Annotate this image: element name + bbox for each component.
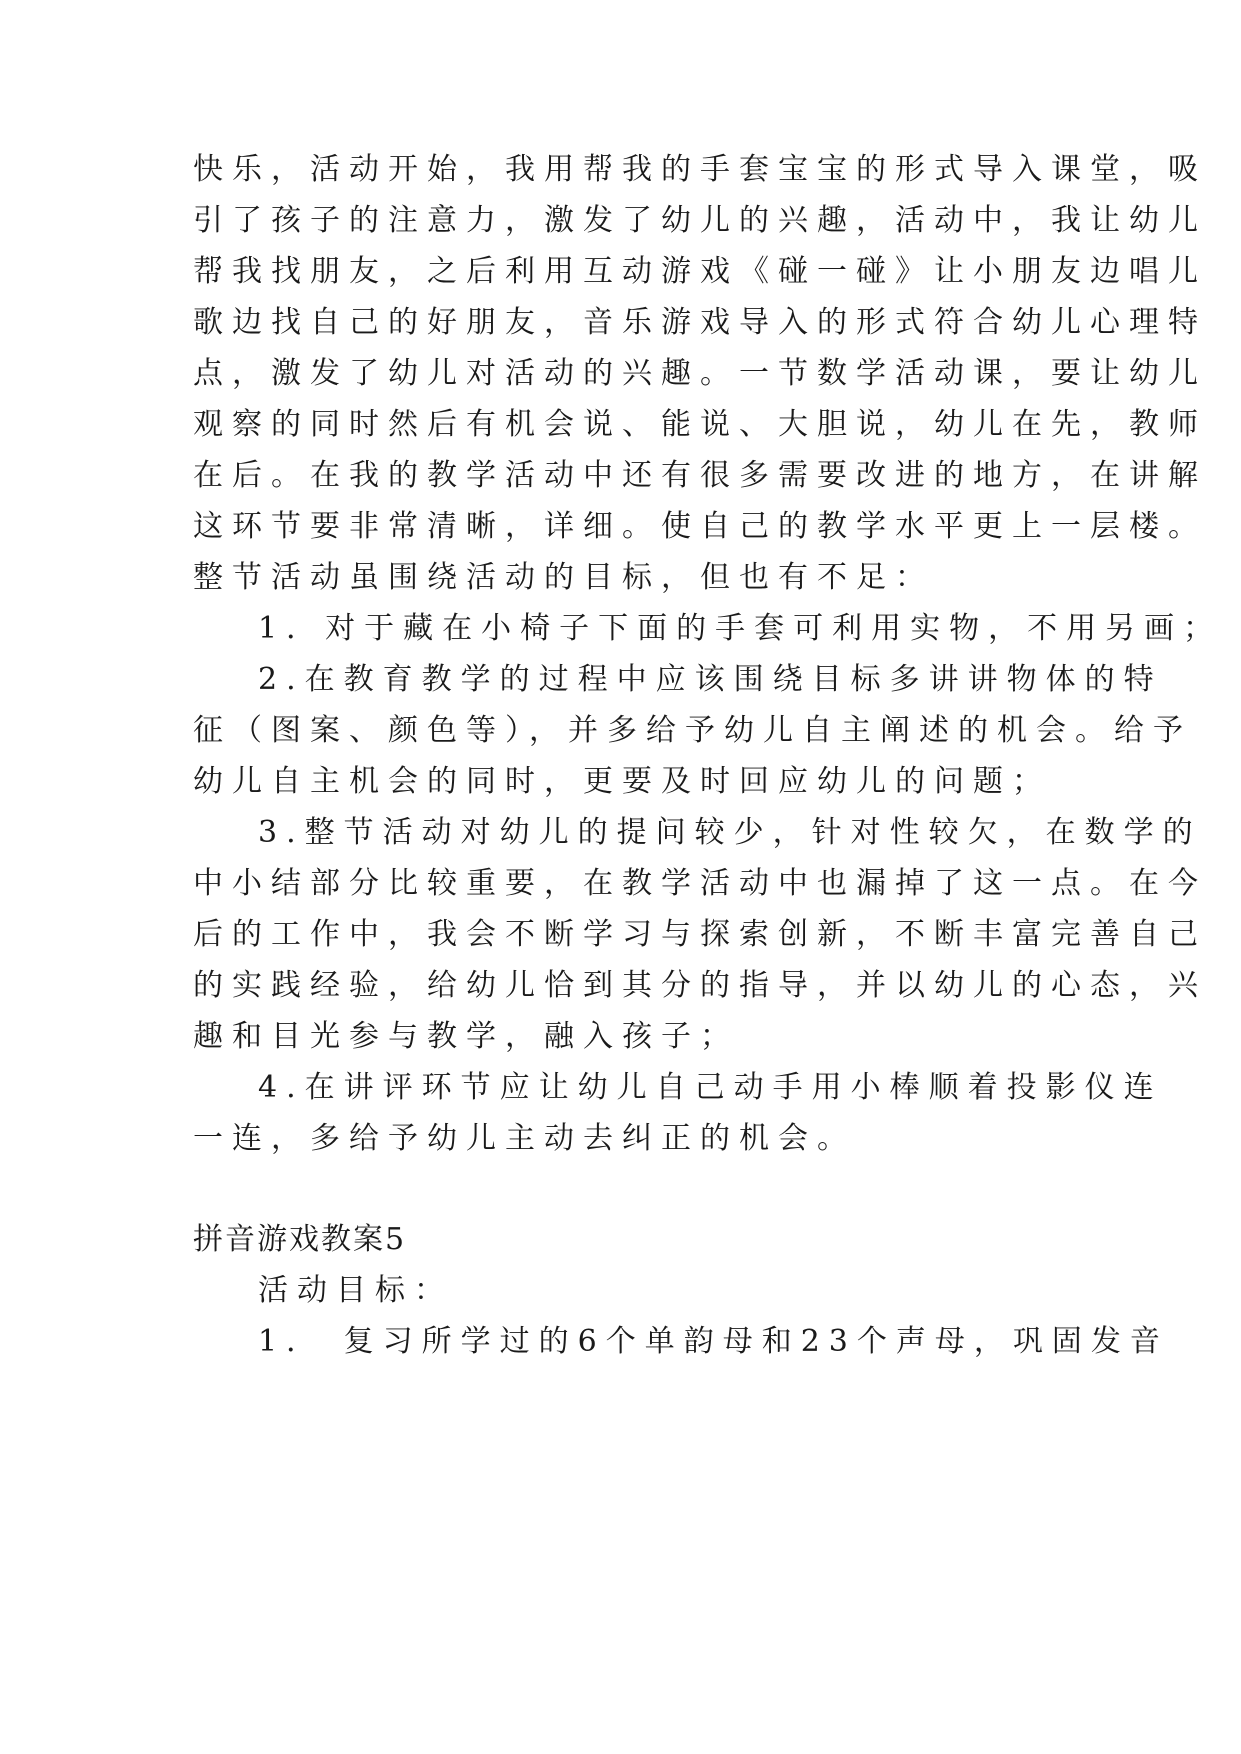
paragraph-line: 帮我找朋友，之后利用互动游戏《碰一碰》让小朋友边唱儿 [193,254,1207,289]
paragraph-line: 歌边找自己的好朋友，音乐游戏导入的形式符合幼儿心理特 [193,305,1207,340]
paragraph-line: 快乐，活动开始，我用帮我的手套宝宝的形式导入课堂，吸 [193,152,1207,187]
paragraph-line: 引了孩子的注意力，激发了幼儿的兴趣，活动中，我让幼儿 [193,203,1207,238]
paragraph-line: 征（图案、颜色等），并多给予幼儿自主阐述的机会。给予 [193,713,1192,748]
paragraph-line: 整节活动虽围绕活动的目标，但也有不足： [193,560,934,595]
paragraph-line: 点，激发了幼儿对活动的兴趣。一节数学活动课，要让幼儿 [193,356,1207,391]
paragraph-line: 趣和目光参与教学，融入孩子； [193,1019,739,1054]
objectives-label: 活动目标： [258,1273,453,1308]
paragraph-line: 在后。在我的教学活动中还有很多需要改进的地方，在讲解 [193,458,1207,493]
section-title: 拼音游戏教案5 [193,1222,407,1257]
list-item-4: 4.在讲评环节应让幼儿自己动手用小棒顺着投影仪连 [258,1070,1163,1105]
objective-item-1: 1． 复习所学过的6个单韵母和23个声母，巩固发音 [258,1324,1169,1359]
paragraph-line: 幼儿自主机会的同时，更要及时回应幼儿的问题； [193,764,1051,799]
paragraph-line: 一连，多给予幼儿主动去纠正的机会。 [193,1121,856,1156]
paragraph-line: 观察的同时然后有机会说、能说、大胆说，幼儿在先，教师 [193,407,1207,442]
paragraph-line: 中小结部分比较重要，在教学活动中也漏掉了这一点。在今 [193,866,1207,901]
paragraph-line: 的实践经验，给幼儿恰到其分的指导，并以幼儿的心态，兴 [193,968,1207,1003]
list-item-1: 1．对于藏在小椅子下面的手套可利用实物，不用另画； [258,611,1223,646]
paragraph-line: 后的工作中，我会不断学习与探索创新，不断丰富完善自己 [193,917,1207,952]
list-item-2: 2.在教育教学的过程中应该围绕目标多讲讲物体的特 [258,662,1163,697]
list-item-3: 3.整节活动对幼儿的提问较少，针对性较欠，在数学的 [258,815,1202,850]
paragraph-line: 这环节要非常清晰，详细。使自己的教学水平更上一层楼。 [193,509,1207,544]
